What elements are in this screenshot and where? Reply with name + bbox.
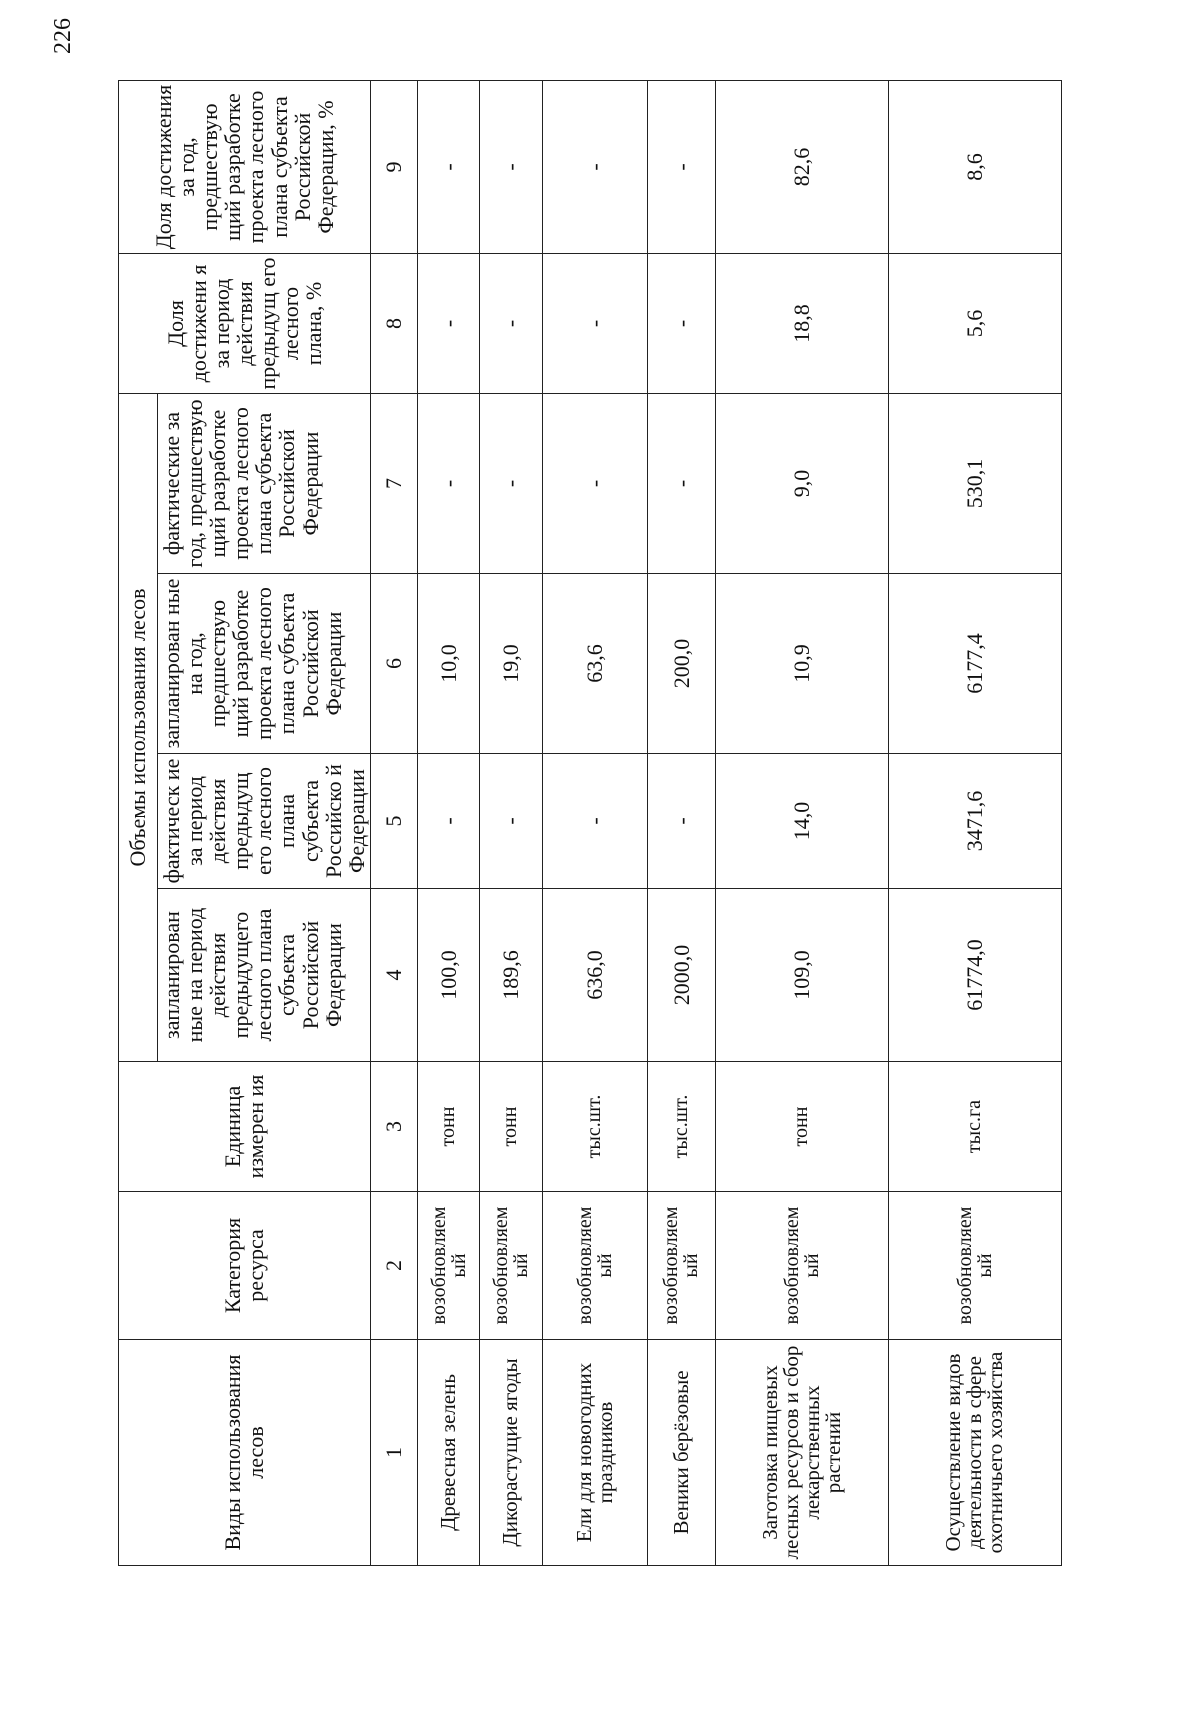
header-cell: Виды использования лесов [119, 1340, 371, 1566]
table-cell: - [648, 393, 716, 573]
column-number: 7 [370, 393, 417, 573]
table-cell: - [418, 393, 480, 573]
table-cell: 189,6 [480, 889, 542, 1062]
header-cell: фактические за год, предшествую щий разработке проекта лесного плана субъекта Российской Федерации [158, 393, 371, 573]
table-row [715, 80, 888, 1565]
table-cell: Осуществление видов деятельности в сфере охотничьего хозяйства [888, 1340, 1061, 1566]
table-cell: 82,6 [715, 80, 888, 253]
table-cell: 8,6 [888, 80, 1061, 253]
column-number: 3 [370, 1062, 417, 1192]
table-cell: 19,0 [480, 574, 542, 754]
header-cell: фактическ ие за период действия предыдущ его лесного плана субъекта Российско й Федерации [158, 754, 371, 889]
table-cell: 14,0 [715, 754, 888, 889]
rotated-table-container [118, 81, 1062, 1566]
column-number: 8 [370, 253, 417, 393]
table-cell: Дикорастущие ягоды [480, 1340, 542, 1566]
column-number: 9 [370, 80, 417, 253]
table-cell: возобновляем ый [418, 1192, 480, 1340]
table-cell: - [542, 253, 647, 393]
table-cell: возобновляем ый [542, 1192, 647, 1340]
table-cell: тыс.шт. [542, 1062, 647, 1192]
table-cell: Веники берёзовые [648, 1340, 716, 1566]
column-number-row [370, 80, 417, 1565]
table-cell: 100,0 [418, 889, 480, 1062]
table-cell: - [480, 393, 542, 573]
table-row [480, 80, 542, 1565]
header-cell: Единица измерен ия [119, 1062, 371, 1192]
table-cell: - [418, 80, 480, 253]
header-cell: Доля достижени я за период действия предыдущ его лесного плана, % [119, 253, 371, 393]
table-cell: возобновляем ый [888, 1192, 1061, 1340]
table-cell: тыс.шт. [648, 1062, 716, 1192]
page-number: 226 [50, 18, 76, 54]
table-cell: 10,0 [418, 574, 480, 754]
table-cell: 9,0 [715, 393, 888, 573]
table-row [888, 80, 1061, 1565]
table-cell: тонн [715, 1062, 888, 1192]
table-cell: - [480, 754, 542, 889]
header-cell: запланирован ные на период действия предыдущего лесного плана субъекта Российской Федерации [158, 889, 371, 1062]
table-cell: 530,1 [888, 393, 1061, 573]
table-cell: 61774,0 [888, 889, 1061, 1062]
table-cell: 3471,6 [888, 754, 1061, 889]
table-cell: 636,0 [542, 889, 647, 1062]
table-cell: 18,8 [715, 253, 888, 393]
table-cell: Древесная зелень [418, 1340, 480, 1566]
table-cell: 109,0 [715, 889, 888, 1062]
column-number: 1 [370, 1340, 417, 1566]
table-cell: 63,6 [542, 574, 647, 754]
header-cell: Доля достижения за год, предшествую щий разработке проекта лесного плана субъекта Российской Федерации, % [119, 80, 371, 253]
header-cell: Категория ресурса [119, 1192, 371, 1340]
forest-use-table [118, 80, 1062, 1566]
column-number: 2 [370, 1192, 417, 1340]
table-cell: - [648, 754, 716, 889]
table-cell: - [480, 80, 542, 253]
table-cell: - [418, 754, 480, 889]
table-cell: возобновляем ый [648, 1192, 716, 1340]
table-cell: - [648, 80, 716, 253]
column-number: 4 [370, 889, 417, 1062]
table-cell: Заготовка пищевых лесных ресурсов и сбор лекарственных растений [715, 1340, 888, 1566]
table-cell: тыс.га [888, 1062, 1061, 1192]
table-cell: - [648, 253, 716, 393]
table-row [648, 80, 716, 1565]
table-cell: - [542, 754, 647, 889]
table-row [542, 80, 647, 1565]
table-cell: - [542, 393, 647, 573]
table-cell: тонн [480, 1062, 542, 1192]
table-cell: 200,0 [648, 574, 716, 754]
table-cell: 5,6 [888, 253, 1061, 393]
table-cell: - [480, 253, 542, 393]
table-cell: тонн [418, 1062, 480, 1192]
table-row [418, 80, 480, 1565]
column-number: 6 [370, 574, 417, 754]
table-cell: Ели для новогодних праздников [542, 1340, 647, 1566]
group-header-cell: Объемы использования лесов [119, 393, 158, 1061]
table-cell: 2000,0 [648, 889, 716, 1062]
column-number: 5 [370, 754, 417, 889]
table-cell: - [542, 80, 647, 253]
table-cell: возобновляем ый [480, 1192, 542, 1340]
table-cell: возобновляем ый [715, 1192, 888, 1340]
table-cell: 6177,4 [888, 574, 1061, 754]
table-cell: - [418, 253, 480, 393]
table-cell: 10,9 [715, 574, 888, 754]
header-cell: запланирован ные на год, предшествую щий разработке проекта лесного плана субъекта Российской Федерации [158, 574, 371, 754]
